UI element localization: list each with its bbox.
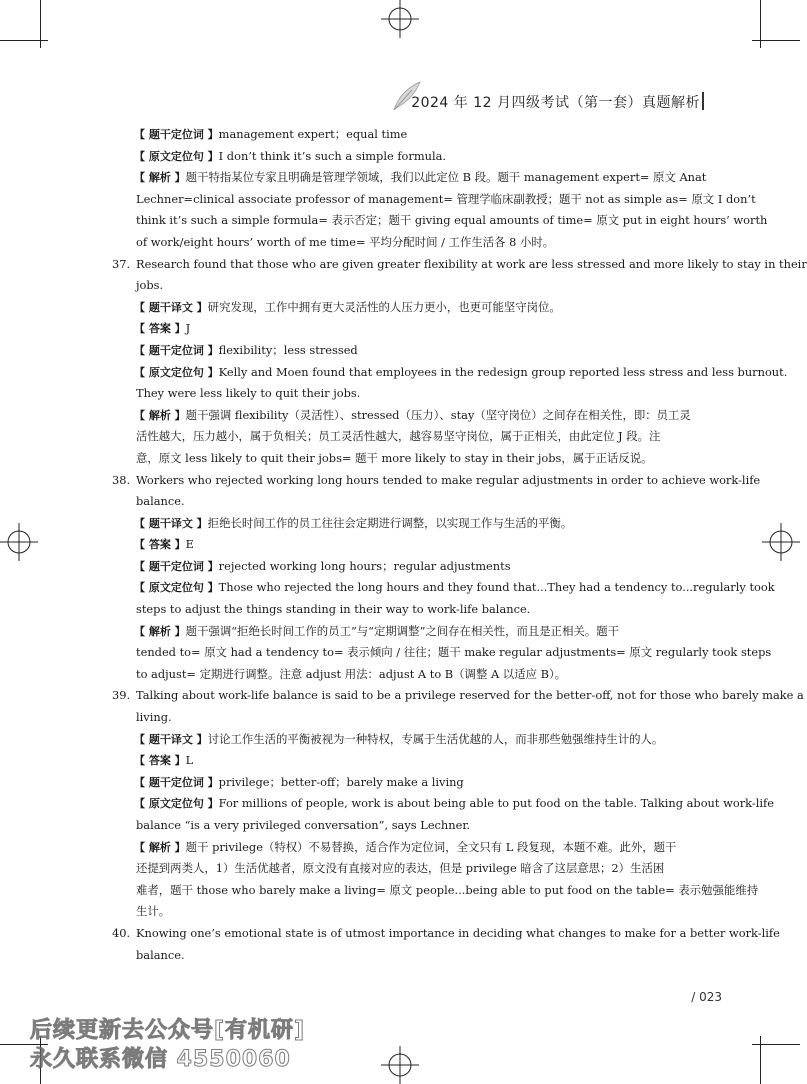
source-text: I don’t think it’s such a simple formula.	[218, 148, 447, 163]
keyword-row	[112, 340, 695, 362]
question-40	[112, 923, 780, 945]
analysis-text: Lechner=clinical associate professor of management= 管理学临床副教授；题干 not as simple as= 原文 I don’t	[136, 191, 756, 206]
source-row	[112, 577, 775, 599]
analysis-text: to adjust= 定期进行调整。注意 adjust 用法：adjust A to B（调整 A 以适应 B）。	[136, 666, 567, 681]
registration-mark-icon	[0, 523, 38, 561]
question-number: 40.	[112, 925, 131, 940]
analysis-label: 【 解析 】	[134, 840, 186, 854]
keyword-row	[112, 124, 695, 146]
source-text: steps to adjust the things standing in their way to work-life balance.	[136, 602, 531, 617]
analysis-text: 还提到两类人，1）生活优越者，原文没有直接对应的表达，但是 privilege 暗含了这层意思；2）生活困	[136, 861, 665, 876]
page-header-title: 2024 年 12 月四级考试（第一套）真题解析	[411, 95, 700, 111]
analysis-label: 【 解析 】	[134, 624, 186, 638]
analysis-label: 【 解析 】	[134, 408, 186, 422]
question-text: Workers who rejected working long hours tended to make regular adjustments in order to achieve work-life	[136, 472, 761, 487]
translation-label: 【 题干译文 】	[134, 516, 208, 530]
source-label: 【 原文定位句 】	[134, 149, 219, 163]
source-row	[112, 146, 695, 168]
registration-mark-icon	[762, 523, 800, 561]
source-row	[112, 362, 788, 384]
keyword-row	[112, 772, 695, 794]
source-text: Those who rejected the long hours and they found that...They had a tendency to...regularly took	[218, 580, 775, 595]
analysis-row	[112, 405, 695, 427]
keyword-text: privilege；better-off；barely make a living	[218, 774, 464, 789]
question-text: balance.	[136, 947, 185, 962]
question-text: balance.	[136, 494, 185, 509]
question-38	[112, 470, 761, 492]
translation-text: 研究发现，工作中拥有更大灵活性的人压力更小，也更可能坚守岗位。	[207, 299, 561, 314]
analysis-row	[112, 837, 695, 859]
keyword-text: flexibility；less stressed	[218, 342, 358, 357]
analysis-text: of work/eight hours’ worth of me time= 平均分配时间 / 工作生活各 8 小时。	[136, 234, 555, 249]
answer-row	[112, 318, 695, 340]
translation-label: 【 题干译文 】	[134, 732, 208, 746]
analysis-row	[112, 621, 695, 643]
answer-label: 【 答案 】	[134, 322, 186, 336]
answer-text: E	[185, 537, 194, 552]
answer-row	[112, 750, 695, 772]
analysis-text: 题干强调“拒绝长时间工作的员工”与“定期调整”之间存在相关性，而且是正相关。题干	[185, 623, 620, 638]
page-content	[112, 124, 807, 966]
translation-text: 讨论工作生活的平衡被视为一种特权，专属于生活优越的人，而非那些勉强维持生计的人。	[207, 731, 664, 746]
question-text: Knowing one’s emotional state is of utmost importance in deciding what changes to make for a better work-life	[136, 925, 780, 940]
source-label: 【 原文定位句 】	[134, 797, 219, 811]
source-text: They were less likely to quit their jobs.	[136, 386, 361, 401]
answer-label: 【 答案 】	[134, 538, 186, 552]
analysis-text: tended to= 原文 had a tendency to= 表示倾向 / 往往；题干 make regular adjustments= 原文 regularly took steps	[136, 645, 772, 660]
question-text: living.	[136, 710, 172, 725]
crop-mark	[0, 40, 48, 41]
keyword-row	[112, 556, 695, 578]
analysis-text: 题干强调 flexibility（灵活性）、stressed（压力）、stay（坚守岗位）之间存在相关性，即：员工灵	[185, 407, 691, 422]
analysis-text: 题干特指某位专家且明确是管理学领域，我们以此定位 B 段。题干 management expert= 原文 Anat	[185, 170, 707, 185]
analysis-text: 活性越大，压力越小，属于负相关；员工灵活性越大，越容易坚守岗位，属于正相关，由此定位 J 段。注	[136, 429, 661, 444]
question-text: Talking about work-life balance is said to be a privilege reserved for the better-off, not for those who barely make a	[136, 688, 804, 703]
source-row	[112, 793, 774, 815]
analysis-text: 难者，题干 those who barely make a living= 原文 people...being able to put food on the table= 表示勉强能维持	[136, 882, 759, 897]
keyword-label: 【 题干定位词 】	[134, 775, 219, 789]
watermark-line-1: 后续更新去公众号[有机研]	[30, 1018, 306, 1043]
analysis-text: 题干 privilege（特权）不易替换，适合作为定位词，全文只有 L 段复现，本题不难。此外，题干	[185, 839, 677, 854]
question-39	[112, 685, 804, 707]
question-number: 38.	[112, 472, 131, 487]
analysis-text: think it’s such a simple formula= 表示否定；题干 giving equal amounts of time= 原文 put in eight hours’ worth	[136, 213, 768, 228]
source-label: 【 原文定位句 】	[134, 581, 219, 595]
keyword-text: rejected working long hours；regular adjustments	[218, 558, 511, 573]
translation-row	[112, 513, 695, 535]
answer-label: 【 答案 】	[134, 754, 186, 768]
translation-label: 【 题干译文 】	[134, 300, 208, 314]
keyword-label: 【 题干定位词 】	[134, 343, 219, 357]
keyword-label: 【 题干定位词 】	[134, 559, 219, 573]
analysis-text: 生计。	[136, 904, 171, 919]
registration-mark-icon	[381, 0, 419, 38]
crop-mark	[752, 40, 800, 41]
source-text: balance “is a very privileged conversation”, says Lechner.	[136, 818, 471, 832]
registration-mark-icon	[381, 1046, 419, 1084]
analysis-text: 意，原文 less likely to quit their jobs= 题干 more likely to stay in their jobs，属于正话反说。	[136, 450, 653, 465]
answer-text: J	[185, 321, 191, 336]
page-number: / 023	[691, 990, 722, 1004]
source-text: Kelly and Moen found that employees in the redesign group reported less stress and less burnout.	[218, 364, 788, 379]
keyword-text: management expert；equal time	[218, 127, 408, 141]
question-number: 39.	[112, 688, 131, 703]
answer-text: L	[185, 753, 194, 768]
crop-mark	[752, 1044, 800, 1045]
source-label: 【 原文定位句 】	[134, 365, 219, 379]
question-number: 37.	[112, 256, 131, 271]
question-text: Research found that those who are given greater flexibility at work are less stressed and more likely to stay in their	[136, 256, 807, 271]
question-text: jobs.	[136, 278, 164, 293]
answer-row	[112, 534, 695, 556]
translation-row	[112, 729, 695, 751]
translation-text: 拒绝长时间工作的员工往往会定期进行调整，以实现工作与生活的平衡。	[207, 515, 573, 530]
analysis-label: 【 解析 】	[134, 171, 186, 185]
translation-row	[112, 297, 695, 319]
header-divider	[702, 92, 704, 110]
source-text: For millions of people, work is about being able to put food on the table. Talking about work-life	[218, 796, 774, 811]
watermark-line-2: 永久联系微信 4550060	[30, 1047, 291, 1072]
question-37	[112, 254, 807, 276]
keyword-label: 【 题干定位词 】	[134, 128, 219, 141]
analysis-row	[112, 167, 707, 189]
